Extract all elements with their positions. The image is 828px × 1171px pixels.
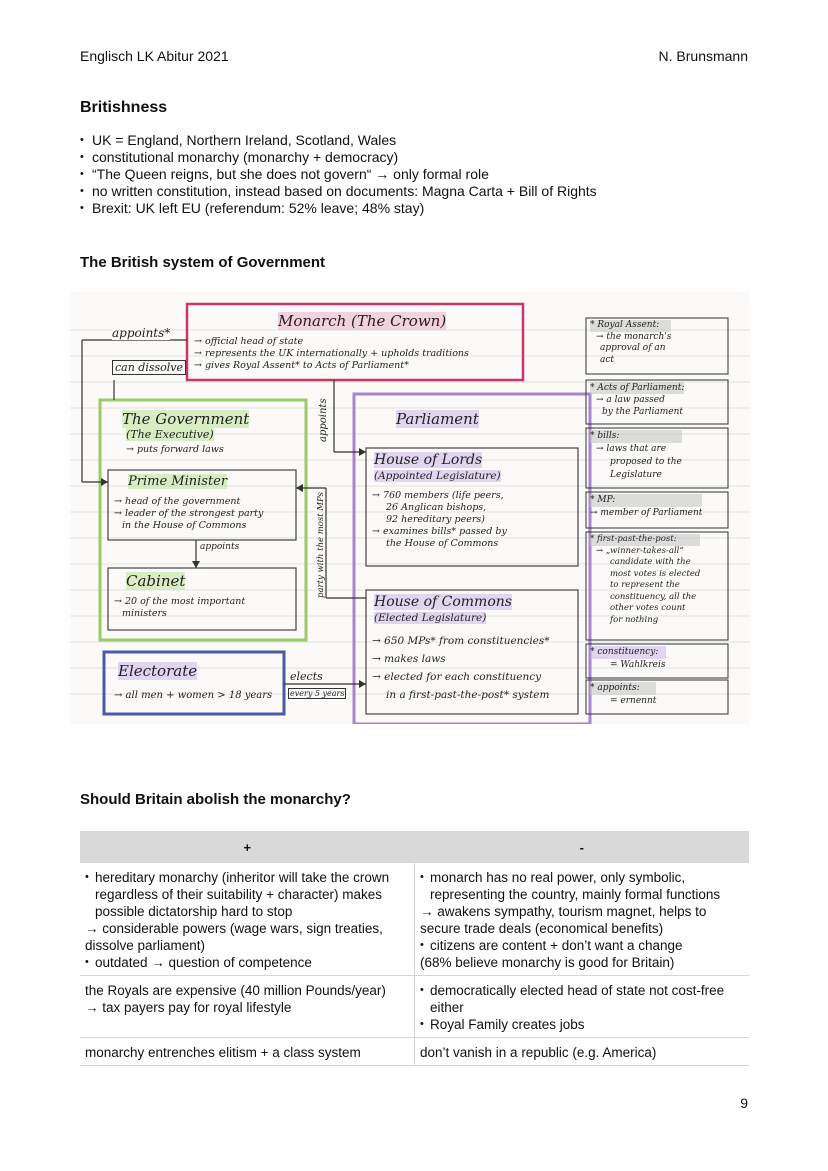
header-con: - [415, 831, 750, 863]
cell-line: possible dictatorship hard to stop [95, 904, 293, 919]
lords-desc [372, 490, 507, 550]
table-row [80, 976, 749, 1038]
cell-line: secure trade deals (economical benefits) [420, 921, 664, 936]
party-label: party with the most MPs [316, 492, 326, 598]
glossary-term: * MP: [590, 494, 702, 507]
government-role: → puts forward laws [126, 444, 224, 455]
glossary-def: candidate with the [610, 557, 691, 567]
pro-cell [80, 1038, 415, 1066]
government-subtitle: (The Executive) [126, 428, 214, 441]
monarch-duties [194, 336, 469, 372]
cell-line: monarchy entrenches elitism + a class system [85, 1045, 361, 1060]
glossary-acts [590, 382, 684, 418]
glossary-def: by the Parliament [602, 407, 684, 417]
electorate-desc: → all men + women > 18 years [114, 690, 273, 701]
cell-line: regardless of their suitability + character) makes [95, 887, 382, 902]
government-diagram [70, 292, 750, 724]
cell-line: • hereditary monarchy (inheritor will take the crown [85, 869, 408, 886]
cell-line: either [430, 1000, 464, 1015]
glossary-bills [590, 430, 682, 482]
glossary-term: * Acts of Parliament: [590, 383, 685, 393]
cell-line: • democratically elected head of state not cost-free [420, 982, 743, 999]
lords-line: 92 hereditary peers) [386, 514, 485, 525]
bullet-item: • constitutional monarchy (monarchy + democracy) [80, 149, 597, 166]
pro-cell [80, 863, 415, 976]
cell-line: • outdated → question of competence [85, 954, 408, 971]
glossary-def: most votes is elected [610, 568, 701, 579]
glossary-def: approval of an [600, 343, 666, 353]
glossary-def: constituency, all the [610, 591, 697, 602]
appoints-small-label: appoints [200, 542, 240, 552]
lords-subtitle: (Appointed Legislature) [374, 470, 501, 482]
glossary-constituency [590, 646, 666, 672]
cabinet-line: ministers [122, 608, 167, 619]
page-header [80, 48, 748, 64]
section-title-monarchy: Should Britain abolish the monarchy? [80, 791, 351, 808]
glossary-def: act [600, 354, 615, 365]
cabinet-title: Cabinet [126, 572, 186, 590]
bullet-item: • “The Queen reigns, but she does not govern“ → only formal role [80, 166, 597, 183]
commons-line: → elected for each constituency [372, 671, 542, 683]
bullet-item: • Brexit: UK left EU (referendum: 52% leave; 48% stay) [80, 200, 597, 217]
header-author: N. Brunsmann [658, 48, 748, 64]
glossary-def: for nothing [610, 614, 659, 625]
commons-line: → makes laws [372, 653, 446, 665]
glossary-def: → laws that are [596, 444, 667, 454]
glossary-def: = ernennt [610, 696, 657, 706]
table-row [80, 1038, 749, 1066]
monarch-duty: → official head of state [194, 336, 304, 347]
commons-title: House of Commons [374, 594, 512, 610]
appoints-vertical-label: appoints [318, 398, 329, 442]
glossary-term: * bills: [590, 430, 682, 443]
pm-title: Prime Minister [128, 474, 228, 489]
pros-cons-table [80, 831, 749, 1066]
cell-line: (68% believe monarchy is good for Britain) [420, 955, 675, 970]
glossary-fptp [590, 534, 700, 626]
header-pro: + [80, 831, 415, 863]
parliament-title: Parliament [396, 410, 479, 428]
monarch-duty: → gives Royal Assent* to Acts of Parliament* [194, 360, 409, 371]
pm-duty: → leader of the strongest party [114, 508, 264, 519]
elects-frequency: every 5 years [290, 689, 345, 698]
commons-line: → 650 MPs* from constituencies* [372, 635, 550, 647]
pm-duty: in the House of Commons [122, 520, 247, 531]
glossary-def: other votes count [610, 603, 686, 613]
cell-line: • monarch has no real power, only symbolic, [420, 869, 743, 886]
page-number: 9 [740, 1095, 748, 1111]
monarch-duty: → represents the UK internationally + upholds traditions [194, 348, 469, 359]
glossary-def: → a law passed [596, 395, 665, 405]
con-cell [415, 863, 750, 976]
glossary-royal-assent [590, 320, 671, 366]
glossary-def: proposed to the [610, 457, 682, 467]
section-title-britishness: Britishness [80, 99, 168, 116]
con-cell [415, 1038, 750, 1066]
pm-duty: → head of the government [114, 496, 241, 507]
glossary-def: → „winner-takes-all“ [596, 545, 684, 556]
cell-line: the Royals are expensive (40 million Pounds/year) [85, 983, 386, 998]
section-title-government: The British system of Government [80, 254, 326, 271]
header-course: Englisch LK Abitur 2021 [80, 48, 229, 64]
table-body [80, 863, 749, 1066]
government-title: The Government [122, 410, 250, 428]
electorate-title: Electorate [118, 662, 198, 680]
appoints-label: appoints* [112, 326, 171, 340]
glossary-mp [590, 494, 702, 520]
cell-line: → awakens sympathy, tourism magnet, helps to [420, 904, 707, 919]
lords-line: the House of Commons [386, 538, 499, 549]
commons-subtitle: (Elected Legislature) [374, 612, 487, 624]
lords-title: House of Lords [374, 452, 483, 468]
bullet-item: • UK = England, Northern Ireland, Scotland, Wales [80, 132, 597, 149]
cell-line: dissolve parliament) [85, 938, 206, 953]
lords-line: → examines bills* passed by [372, 526, 507, 537]
cell-line: • Royal Family creates jobs [420, 1016, 743, 1033]
glossary-term: * constituency: [590, 646, 666, 659]
bullet-item: • no written constitution, instead based on documents: Magna Carta + Bill of Rights [80, 183, 597, 200]
pro-cell [80, 976, 415, 1038]
glossary-def: → the monarch's [596, 331, 672, 342]
cabinet-desc [114, 596, 245, 620]
can-dissolve-label: can dissolve [112, 360, 186, 375]
monarch-title: Monarch (The Crown) [278, 312, 447, 330]
glossary-appoints [590, 682, 656, 708]
cabinet-line: → 20 of the most important [114, 596, 246, 607]
glossary-term: * Royal Assent: [590, 320, 671, 332]
con-cell [415, 976, 750, 1038]
lords-line: 26 Anglican bishops, [386, 502, 487, 513]
glossary-term: * first-past-the-post: [590, 534, 700, 546]
pm-duties [114, 496, 263, 532]
commons-line: in a first-past-the-post* system [386, 689, 550, 701]
cell-line: → considerable powers (wage wars, sign treaties, [85, 921, 383, 936]
glossary-def: Legislature [610, 470, 662, 480]
cell-line: don’t vanish in a republic (e.g. America) [420, 1045, 657, 1060]
glossary-term: * appoints: [590, 682, 656, 695]
table-row [80, 863, 749, 976]
britishness-bullets [80, 132, 597, 217]
glossary-def: to represent the [610, 580, 680, 590]
cell-line: → tax payers pay for royal lifestyle [85, 1000, 292, 1015]
glossary-def: → member of Parliament [590, 508, 703, 518]
cell-line: representing the country, mainly formal functions [430, 887, 721, 902]
glossary-def: = Wahlkreis [610, 660, 666, 670]
commons-desc [372, 632, 550, 704]
lords-line: → 760 members (life peers, [372, 490, 504, 501]
cell-line: • citizens are content + don’t want a change [420, 937, 743, 954]
table-header-row [80, 831, 749, 863]
elects-label: elects [290, 670, 323, 683]
